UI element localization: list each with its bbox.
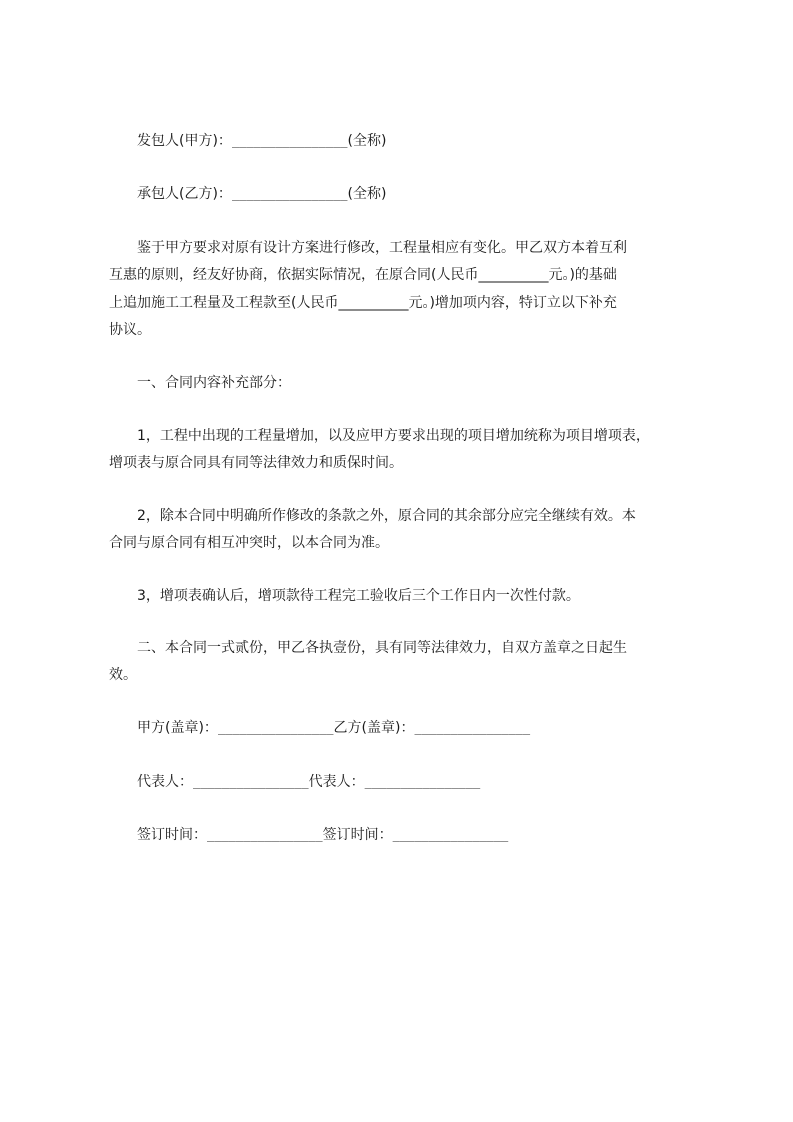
section-2-line-1: 二、本合同一式贰份，甲乙各执壹份，具有同等法律效力，自双方盖章之日起生 xyxy=(137,640,627,656)
item-2-line-2: 合同与原合同有相互冲突时，以本合同为准。 xyxy=(109,535,389,551)
seal-b-blank: ________________ xyxy=(414,721,531,735)
party-b-blank: ________________ xyxy=(231,187,348,201)
preamble-line-2: 互惠的原则，经友好协商，依据实际情况，在原合同(人民币__________元。)的基础 xyxy=(109,267,617,283)
item-2-line-1: 2，除本合同中明确所作修改的条款之外，原合同的其余部分应完全继续有效。本 xyxy=(137,508,636,524)
seal-b-label: 乙方(盖章)： xyxy=(333,720,415,736)
item-1-line-2: 增项表与原合同具有同等法律效力和质保时间。 xyxy=(109,455,403,471)
preamble-line-3: 上追加施工工程量及工程款至(人民币__________元。)增加项内容，特订立以下补充 xyxy=(109,295,617,311)
party-b-line xyxy=(137,181,386,207)
date-a-blank: ________________ xyxy=(207,828,323,842)
seal-line xyxy=(137,715,530,741)
rep-a-label: 代表人： xyxy=(137,774,193,790)
representative-line xyxy=(137,769,480,795)
rep-b-blank: ________________ xyxy=(364,775,481,789)
section-1-heading: 一、合同内容补充部分： xyxy=(137,375,291,391)
item-3-line-1: 3，增项表确认后，增项款待工程完工验收后三个工作日内一次性付款。 xyxy=(137,588,580,604)
party-b-label: 承包人(乙方)： xyxy=(137,186,232,202)
party-a-blank: ________________ xyxy=(231,134,348,148)
party-b-suffix: (全称) xyxy=(347,186,387,202)
preamble-line-4: 协议。 xyxy=(109,322,151,338)
party-a-line xyxy=(137,128,386,154)
seal-a-label: 甲方(盖章)： xyxy=(137,720,218,736)
preamble-line-1: 鉴于甲方要求对原有设计方案进行修改，工程量相应有变化。甲乙双方本着互利 xyxy=(137,240,627,256)
date-b-blank: ________________ xyxy=(392,828,509,842)
seal-a-blank: ________________ xyxy=(217,721,334,735)
section-2-line-2: 效。 xyxy=(109,667,137,683)
rep-b-label: 代表人： xyxy=(308,774,365,790)
signing-date-line xyxy=(137,822,508,848)
party-a-suffix: (全称) xyxy=(347,133,387,149)
rep-a-blank: ________________ xyxy=(193,775,309,789)
item-1-line-1: 1，工程中出现的工程量增加，以及应甲方要求出现的项目增加统称为项目增项表， xyxy=(137,428,650,444)
date-b-label: 签订时间： xyxy=(322,827,393,843)
party-a-label: 发包人(甲方)： xyxy=(137,133,232,149)
date-a-label: 签订时间： xyxy=(137,827,207,843)
